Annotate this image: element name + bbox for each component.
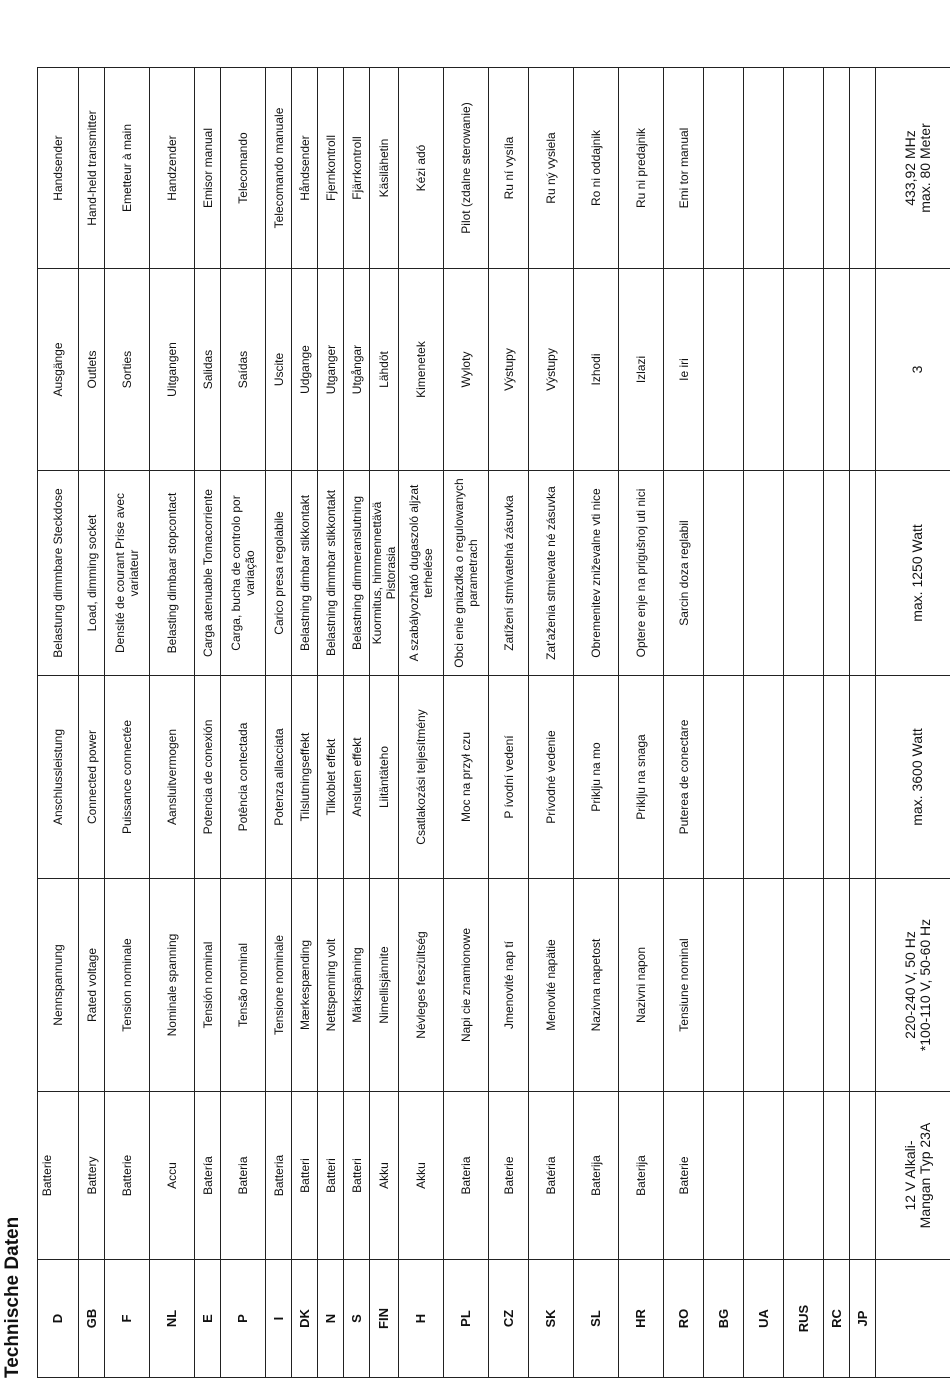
- power-cell: [744, 676, 784, 879]
- language-code: I: [266, 1260, 292, 1378]
- power-cell: [824, 676, 850, 879]
- transmitter-cell: Pilot (zdalne sterowanie): [444, 68, 489, 269]
- load-cell: Belastning dimbar stikkontakt: [292, 471, 318, 676]
- language-row: [529, 68, 574, 1378]
- load-cell: Belastung dimmbare Steckdose: [38, 471, 79, 676]
- spec-load-cell: [876, 471, 950, 676]
- outputs-cell: Ausgänge: [38, 269, 79, 471]
- transmitter-cell: Ru ní vysíla: [489, 68, 529, 269]
- transmitter-cell: [704, 68, 744, 269]
- transmitter-cell: Fjernkontroll: [318, 68, 344, 269]
- power-cell: Anschlussleistung: [38, 676, 79, 879]
- voltage-cell: Nimellisjännite: [370, 879, 399, 1092]
- spec-voltage-cell: [876, 879, 950, 1092]
- battery-cell: Bateria: [444, 1092, 489, 1260]
- language-row: [664, 68, 704, 1378]
- power-cell: Aansluitvermogen: [150, 676, 195, 879]
- outputs-cell: Sorties: [105, 269, 150, 471]
- voltage-cell: Nominale spanning: [150, 879, 195, 1092]
- battery-cell: Batteria: [266, 1092, 292, 1260]
- transmitter-cell: Handsender: [38, 68, 79, 269]
- spec-value: 220-240 V, 50 Hz: [901, 931, 918, 1039]
- battery-cell: Akku: [370, 1092, 399, 1260]
- language-row: [444, 68, 489, 1378]
- load-cell: Sarcin doza reglabil: [664, 471, 704, 676]
- battery-cell: [850, 1092, 876, 1260]
- power-cell: P ívodní vedení: [489, 676, 529, 879]
- load-cell: [824, 471, 850, 676]
- battery-cell: Battery: [79, 1092, 105, 1260]
- header-row: [38, 68, 79, 1378]
- transmitter-cell: Emetteur à main: [105, 68, 150, 269]
- outputs-cell: Izhodi: [574, 269, 619, 471]
- language-code: P: [221, 1260, 266, 1378]
- language-code: CZ: [489, 1260, 529, 1378]
- battery-cell: [784, 1092, 824, 1260]
- language-code: DK: [292, 1260, 318, 1378]
- transmitter-cell: Kézi adó: [399, 68, 444, 269]
- transmitter-cell: Emi tor manual: [664, 68, 704, 269]
- language-code: RC: [824, 1260, 850, 1378]
- battery-cell: [824, 1092, 850, 1260]
- load-cell: Kuormitus, himmennettävä Pistorasia: [370, 471, 399, 676]
- load-cell: Carga atenuable Tomacorriente: [195, 471, 221, 676]
- load-cell: [850, 471, 876, 676]
- language-code: D: [38, 1260, 79, 1378]
- voltage-cell: [744, 879, 784, 1092]
- spec-value: max. 3600 Watt: [909, 728, 925, 826]
- power-cell: [784, 676, 824, 879]
- power-cell: Priklju na mo: [574, 676, 619, 879]
- power-cell: Moc na przył czu: [444, 676, 489, 879]
- spec-value: *100-110 V, 50-60 Hz: [916, 918, 933, 1052]
- power-cell: Priklju na snaga: [619, 676, 664, 879]
- voltage-cell: [850, 879, 876, 1092]
- outputs-cell: Ie iri: [664, 269, 704, 471]
- language-code: UA: [744, 1260, 784, 1378]
- technical-data-table: [37, 67, 950, 1378]
- load-cell: Zatížení stmívatelná zásuvka: [489, 471, 529, 676]
- language-code: SK: [529, 1260, 574, 1378]
- voltage-cell: Tensión nominal: [195, 879, 221, 1092]
- outputs-cell: [824, 269, 850, 471]
- transmitter-cell: Håndsender: [292, 68, 318, 269]
- voltage-cell: Menovité napätie: [529, 879, 574, 1092]
- voltage-cell: Nazivna napetost: [574, 879, 619, 1092]
- battery-cell: Batterie: [105, 1092, 150, 1260]
- load-cell: Belastning dimmeranslutning: [344, 471, 370, 676]
- voltage-cell: Nazivni napon: [619, 879, 664, 1092]
- load-cell: Zat'aženia stmievate né zásuvka: [529, 471, 574, 676]
- language-row: [105, 68, 150, 1378]
- language-code: GB: [79, 1260, 105, 1378]
- transmitter-cell: Hand-held transmitter: [79, 68, 105, 269]
- power-cell: Tilkoblet effekt: [318, 676, 344, 879]
- load-cell: Optere enje na prigušnoj uti nici: [619, 471, 664, 676]
- battery-cell: Batteri: [344, 1092, 370, 1260]
- outputs-cell: [850, 269, 876, 471]
- spec-outputs-cell: [876, 269, 950, 471]
- outputs-cell: Izlazi: [619, 269, 664, 471]
- voltage-cell: Mærkespænding: [292, 879, 318, 1092]
- spec-value: Mangan Typ 23A: [916, 1122, 933, 1229]
- load-cell: Carico presa regolabile: [266, 471, 292, 676]
- power-cell: Tilslutningseffekt: [292, 676, 318, 879]
- spec-value: 433,92 MHz: [901, 130, 918, 206]
- outputs-cell: Utgångar: [344, 269, 370, 471]
- voltage-cell: Rated voltage: [79, 879, 105, 1092]
- outputs-cell: Kimenetek: [399, 269, 444, 471]
- battery-cell: Baterie: [664, 1092, 704, 1260]
- language-row: [221, 68, 266, 1378]
- language-code: H: [399, 1260, 444, 1378]
- voltage-cell: Tensione nominale: [266, 879, 292, 1092]
- language-row: [292, 68, 318, 1378]
- voltage-cell: [784, 879, 824, 1092]
- battery-cell: Batteri: [318, 1092, 344, 1260]
- transmitter-cell: Emisor manual: [195, 68, 221, 269]
- battery-cell: Bateria: [221, 1092, 266, 1260]
- battery-cell: Baterie: [489, 1092, 529, 1260]
- transmitter-cell: Handzender: [150, 68, 195, 269]
- language-row: [150, 68, 195, 1378]
- transmitter-cell: Ro ni oddajnik: [574, 68, 619, 269]
- load-cell: Densité de courant Prise avec variateur: [105, 471, 150, 676]
- power-cell: Prívodné vedenie: [529, 676, 574, 879]
- voltage-cell: Nennspannung: [38, 879, 79, 1092]
- language-code: N: [318, 1260, 344, 1378]
- language-row: [318, 68, 344, 1378]
- language-row: [195, 68, 221, 1378]
- language-row: [704, 68, 744, 1378]
- power-cell: [704, 676, 744, 879]
- battery-cell: [704, 1092, 744, 1260]
- transmitter-cell: [784, 68, 824, 269]
- spec-battery-cell: [876, 1092, 950, 1260]
- language-row: [744, 68, 784, 1378]
- load-cell: [784, 471, 824, 676]
- language-code: RO: [664, 1260, 704, 1378]
- language-code: RUS: [784, 1260, 824, 1378]
- load-cell: Belasting dimbaar stopcontact: [150, 471, 195, 676]
- language-code: NL: [150, 1260, 195, 1378]
- language-code: BG: [704, 1260, 744, 1378]
- battery-cell: Baterija: [574, 1092, 619, 1260]
- battery-cell: Batterie: [38, 1092, 79, 1260]
- outputs-cell: Saídas: [221, 269, 266, 471]
- load-cell: Obremenitev zniževalne vti nice: [574, 471, 619, 676]
- language-row: [574, 68, 619, 1378]
- outputs-cell: [704, 269, 744, 471]
- load-cell: Obci enie gniazdka o regulowanych parametrach: [444, 471, 489, 676]
- specifications-row: [876, 68, 950, 1378]
- load-cell: Belastning dimmbar stikkontakt: [318, 471, 344, 676]
- battery-cell: Akku: [399, 1092, 444, 1260]
- battery-cell: Batteri: [292, 1092, 318, 1260]
- outputs-cell: Salidas: [195, 269, 221, 471]
- power-cell: Potenza allacciata: [266, 676, 292, 879]
- outputs-cell: Utganger: [318, 269, 344, 471]
- power-cell: Potencia de conexión: [195, 676, 221, 879]
- battery-cell: Baterija: [619, 1092, 664, 1260]
- language-row: [79, 68, 105, 1378]
- outputs-cell: Uscite: [266, 269, 292, 471]
- language-code: SL: [574, 1260, 619, 1378]
- power-cell: Connected power: [79, 676, 105, 879]
- voltage-cell: Märkspänning: [344, 879, 370, 1092]
- outputs-cell: Výstupy: [489, 269, 529, 471]
- transmitter-cell: Käsilähetin: [370, 68, 399, 269]
- language-row: [784, 68, 824, 1378]
- battery-cell: Batéria: [529, 1092, 574, 1260]
- load-cell: Load, dimming socket: [79, 471, 105, 676]
- voltage-cell: [824, 879, 850, 1092]
- power-cell: Puissance connectée: [105, 676, 150, 879]
- outputs-cell: Výstupy: [529, 269, 574, 471]
- outputs-cell: Uitgangen: [150, 269, 195, 471]
- voltage-cell: Tension nominale: [105, 879, 150, 1092]
- transmitter-cell: Fjärrkontroll: [344, 68, 370, 269]
- power-cell: [850, 676, 876, 879]
- power-cell: Potência contectada: [221, 676, 266, 879]
- power-cell: Csatlakozási teljesítmény: [399, 676, 444, 879]
- spec-value: 3: [909, 365, 925, 374]
- language-code: F: [105, 1260, 150, 1378]
- outputs-cell: [784, 269, 824, 471]
- spec-transmitter-cell: [876, 68, 950, 269]
- language-row: [619, 68, 664, 1378]
- voltage-cell: Jmenovité nap tí: [489, 879, 529, 1092]
- transmitter-cell: [824, 68, 850, 269]
- outputs-cell: [744, 269, 784, 471]
- transmitter-cell: Ru ni predajnik: [619, 68, 664, 269]
- transmitter-cell: [850, 68, 876, 269]
- language-row: [824, 68, 850, 1378]
- spec-value: max. 80 Meter: [916, 123, 933, 213]
- load-cell: Carga, bucha de controlo por variação: [221, 471, 266, 676]
- voltage-cell: Napi cie znamionowe: [444, 879, 489, 1092]
- transmitter-cell: [744, 68, 784, 269]
- spec-value: 12 V Alkali-: [901, 1140, 918, 1211]
- power-cell: Liitäntäteho: [370, 676, 399, 879]
- language-code: PL: [444, 1260, 489, 1378]
- spec-code-cell: [876, 1260, 950, 1378]
- page-title: Technische Daten: [2, 1216, 23, 1378]
- language-row: [850, 68, 876, 1378]
- voltage-cell: Tensiune nominal: [664, 879, 704, 1092]
- outputs-cell: Outlets: [79, 269, 105, 471]
- language-row: [344, 68, 370, 1378]
- power-cell: Ansluten effekt: [344, 676, 370, 879]
- language-code: JP: [850, 1260, 876, 1378]
- language-row: [266, 68, 292, 1378]
- voltage-cell: Névleges feszültség: [399, 879, 444, 1092]
- battery-cell: Batería: [195, 1092, 221, 1260]
- voltage-cell: Nettspenning volt: [318, 879, 344, 1092]
- battery-cell: [744, 1092, 784, 1260]
- outputs-cell: Udgange: [292, 269, 318, 471]
- transmitter-cell: Ru ný vysiela: [529, 68, 574, 269]
- transmitter-cell: Telecomando: [221, 68, 266, 269]
- voltage-cell: [704, 879, 744, 1092]
- outputs-cell: Wyloty: [444, 269, 489, 471]
- spec-power-cell: [876, 676, 950, 879]
- voltage-cell: Tensão nominal: [221, 879, 266, 1092]
- transmitter-cell: Telecomando manuale: [266, 68, 292, 269]
- language-code: E: [195, 1260, 221, 1378]
- language-row: [399, 68, 444, 1378]
- spec-value: max. 1250 Watt: [909, 524, 925, 622]
- power-cell: Puterea de conectare: [664, 676, 704, 879]
- load-cell: [744, 471, 784, 676]
- load-cell: A szabályozható dugaszoló aljzat terhelése: [399, 471, 444, 676]
- language-code: FIN: [370, 1260, 399, 1378]
- language-row: [370, 68, 399, 1378]
- outputs-cell: Lähdöt: [370, 269, 399, 471]
- language-code: HR: [619, 1260, 664, 1378]
- language-code: S: [344, 1260, 370, 1378]
- language-row: [489, 68, 529, 1378]
- load-cell: [704, 471, 744, 676]
- battery-cell: Accu: [150, 1092, 195, 1260]
